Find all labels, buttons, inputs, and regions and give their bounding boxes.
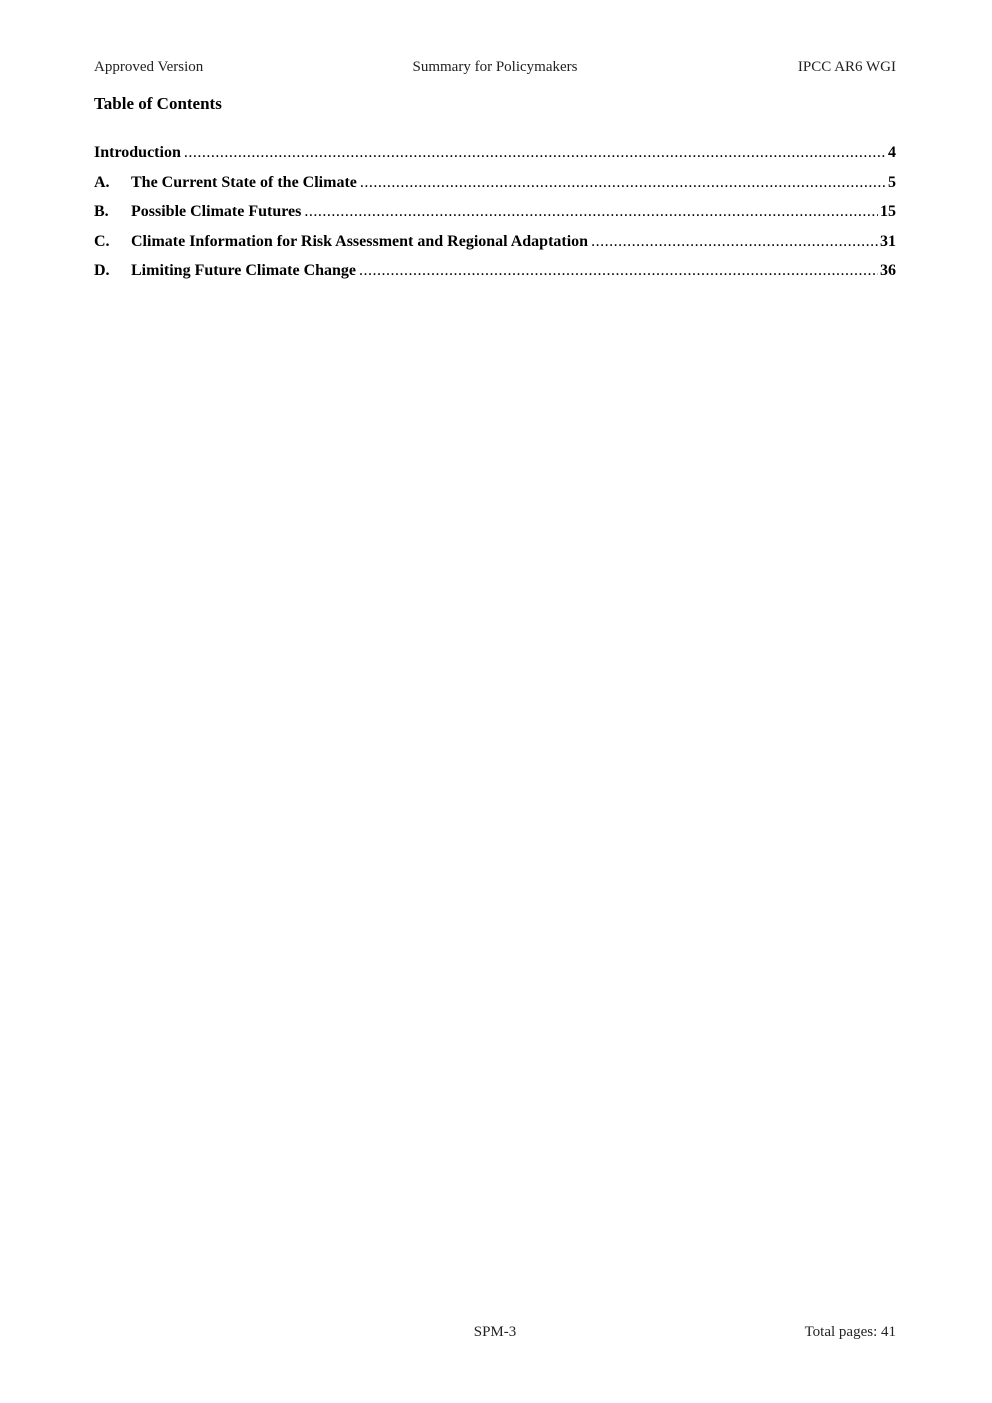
toc-entry-page: 36 <box>880 262 896 279</box>
toc-entry-letter: A. <box>94 173 110 191</box>
toc-entry-label: Introduction <box>94 144 181 161</box>
toc-entry-page: 31 <box>880 232 896 250</box>
toc-title: Table of Contents <box>94 94 222 113</box>
footer-page-id: SPM-3 <box>473 1324 517 1340</box>
toc-leader-dots <box>359 262 878 280</box>
header-report: IPCC AR6 WGI <box>797 59 896 75</box>
page-header <box>94 59 896 79</box>
toc-leader-dots <box>360 174 886 192</box>
page-footer <box>94 1324 896 1344</box>
toc-entry-label: Climate Information for Risk Assessment and Regional Adaptation <box>131 232 589 250</box>
toc-entry-c[interactable] <box>94 233 896 263</box>
toc-entry-label: The Current State of the Climate <box>131 173 357 191</box>
toc-leader-dots <box>184 144 886 162</box>
toc-entry-letter: D. <box>94 262 110 279</box>
toc-entry-a[interactable] <box>94 174 896 204</box>
table-of-contents <box>94 144 896 292</box>
toc-entry-page: 15 <box>880 203 896 220</box>
toc-leader-dots <box>304 203 878 221</box>
toc-entry-d[interactable] <box>94 262 896 292</box>
toc-leader-dots <box>591 233 878 251</box>
toc-entry-page: 4 <box>888 144 896 161</box>
toc-entry-label: Limiting Future Climate Change <box>131 262 357 279</box>
toc-entry-b[interactable] <box>94 203 896 233</box>
toc-entry-letter: C. <box>94 232 110 250</box>
header-version: Approved Version <box>94 59 204 75</box>
toc-entry-introduction[interactable] <box>94 144 896 174</box>
toc-entry-label: Possible Climate Futures <box>131 203 302 220</box>
toc-entry-letter: B. <box>94 203 109 220</box>
toc-entry-page: 5 <box>888 173 896 191</box>
footer-total-pages: Total pages: 41 <box>804 1324 896 1340</box>
header-title: Summary for Policymakers <box>412 59 578 75</box>
